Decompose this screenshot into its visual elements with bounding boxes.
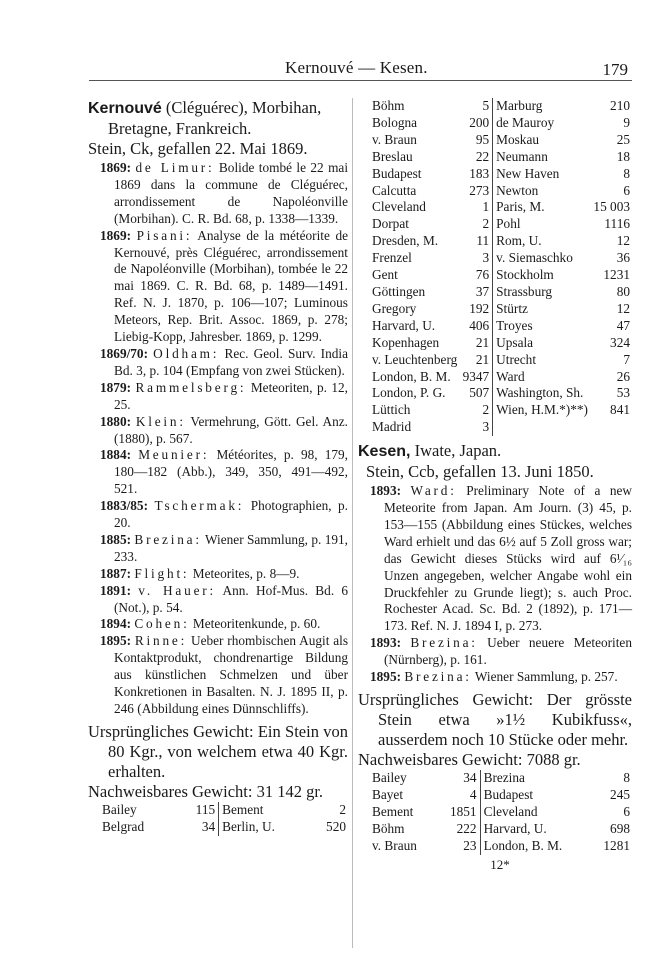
ref-author: Brezina: (410, 635, 478, 651)
collection-weight: 406 (461, 318, 492, 335)
collection-name: London, P. G. (372, 385, 446, 401)
original-weight: Ursprüngliches Gewicht: Der grösste Stein etwa »1½ Kubikfuss«, ausserdem noch 10 Stücke oder mehr. (358, 690, 632, 749)
ref-author: Oldham: (153, 345, 220, 361)
collection-name: Stürtz (496, 300, 528, 316)
ref-year: 1895: (100, 633, 132, 649)
collection-row (358, 787, 632, 804)
reference-item (358, 635, 632, 669)
collection-name: Berlin, U. (222, 818, 275, 834)
ref-year: 1883/85: (100, 498, 149, 514)
collection-name: Breslau (372, 148, 413, 164)
collection-name: Göttingen (372, 283, 426, 299)
ref-year: 1887: (100, 565, 132, 581)
column-divider (352, 98, 353, 948)
ref-text: Analyse de la météorite de Kernouvé, près Cléguérec, arrondissement de Napoléonville (Morbihan), tombée le 22 mai 1869. C. R. Bd. 68, p. 1489—1491. Ref. N. J. 1870, p. 106—107; Luminous Meteors, Rep. Brit. Assoc. 1869, p. 278; Liebig-Kopp, Jahresber. 1869, p. 1299. (114, 227, 349, 345)
collection-name: Troyes (496, 317, 533, 333)
ref-text: Ueber neuere Meteoriten (Nürnberg), p. 161. (384, 635, 632, 668)
collection-weight: 8 (623, 770, 630, 785)
ref-text: Meteorites, p. 8—9. (192, 565, 300, 581)
reference-list (88, 160, 348, 718)
collection-name: Gregory (372, 300, 417, 316)
collection-name: Neumann (496, 148, 548, 164)
collection-weight: 26 (616, 368, 630, 384)
entry-heading-kernouve (88, 98, 348, 139)
collection-weight: 34 (181, 819, 219, 836)
collection-weight: 5 (461, 98, 492, 115)
ref-year: 1885: (100, 531, 132, 547)
ref-text: Météorites, p. 98, 179, 180—182 (Abb.), 349, 350, 491—492, 521. (114, 447, 348, 497)
collection-name: Calcutta (372, 182, 417, 198)
collection-name: v. Braun (372, 837, 417, 853)
collection-name: Madrid (372, 419, 412, 435)
collection-row (358, 352, 632, 369)
collection-name: London, B. M. (372, 368, 451, 384)
collection-weight: 36 (616, 250, 630, 266)
collection-name: Frenzel (372, 250, 412, 266)
reference-item (88, 414, 348, 448)
collection-weight: 37 (461, 284, 492, 301)
entry-stein: Stein, Ck, gefallen 22. Mai 1869. (88, 139, 308, 158)
running-header (89, 58, 632, 81)
collection-weight: 1231 (603, 267, 630, 283)
ref-author: Brezina: (134, 531, 202, 547)
reference-item (88, 160, 348, 228)
collection-weight: 6 (623, 803, 630, 819)
collection-row (358, 369, 632, 386)
collection-weight: 7 (623, 351, 630, 367)
collection-name: Dresden, M. (372, 233, 439, 249)
collection-row (358, 318, 632, 335)
collection-weight: 53 (616, 385, 630, 401)
ref-author: Meunier: (138, 447, 210, 463)
collection-weight: 1 (461, 199, 492, 216)
page-number: 179 (602, 60, 628, 79)
collection-name: de Mauroy (496, 114, 555, 130)
collection-name: Moskau (496, 131, 540, 147)
collection-weight: 9 (623, 114, 630, 130)
collection-name: Bayet (372, 786, 404, 802)
collection-weight: 11 (461, 233, 492, 250)
collection-weight: 8 (623, 165, 630, 181)
collection-weight: 210 (610, 98, 630, 113)
reference-item (88, 346, 348, 380)
collection-weight: 23 (439, 838, 480, 855)
reference-list (358, 483, 632, 686)
collection-weight: 12 (616, 300, 630, 316)
ref-author: Cohen: (134, 616, 190, 632)
collection-name: Brezina (483, 770, 525, 785)
collection-row (358, 267, 632, 284)
reference-item (88, 566, 348, 583)
collection-weight: 21 (461, 352, 492, 369)
collection-weight: 2 (461, 216, 492, 233)
collection-weight: 80 (616, 283, 630, 299)
collection-name: Böhm (372, 820, 405, 836)
collection-weight: 192 (461, 301, 492, 318)
collection-name: v. Braun (372, 131, 417, 147)
ref-text: Meteoriten, p. 12, 25. (114, 379, 349, 412)
collection-weight: 18 (616, 148, 630, 164)
collection-row (358, 199, 632, 216)
collection-name: Bailey (372, 770, 407, 785)
ref-author: Tschermak: (154, 498, 245, 514)
collection-row (358, 98, 632, 115)
collection-name: Harvard, U. (483, 820, 547, 836)
ref-year: 1893: (370, 483, 402, 499)
collection-name: Bement (372, 803, 414, 819)
ref-author: Rinne: (134, 633, 188, 649)
collection-weight: 698 (610, 820, 630, 836)
collection-weight: 200 (461, 115, 492, 132)
reference-item (88, 616, 348, 633)
entry-locality: Iwate, Japan. (414, 441, 502, 461)
ref-year: 1869: (100, 227, 132, 243)
collection-name: Rom, U. (496, 233, 542, 249)
collection-row (358, 385, 632, 402)
collection-name: Lüttich (372, 402, 411, 418)
collection-name: Utrecht (496, 351, 537, 367)
collection-row (358, 335, 632, 352)
collection-weight: 1116 (604, 216, 630, 232)
ref-text: Ann. Hof-Mus. Bd. 6 (Not.), p. 54. (114, 582, 349, 615)
collection-name: London, B. M. (483, 837, 563, 853)
entry-name: Kernouvé (88, 100, 162, 117)
reference-item (88, 498, 348, 532)
collection-name: Paris, M. (496, 199, 545, 215)
collection-name: Pohl (496, 216, 521, 232)
collection-row (358, 804, 632, 821)
collection-weight: 183 (461, 166, 492, 183)
ref-year: 1891: (100, 582, 132, 598)
collection-name: Dorpat (372, 216, 409, 232)
collection-row (358, 770, 632, 787)
collection-weight: 2 (461, 402, 492, 419)
signature-mark: 12* (490, 856, 510, 872)
collection-row (358, 838, 632, 855)
collection-weight: 21 (461, 335, 492, 352)
reference-item (88, 447, 348, 498)
collection-weight: 47 (616, 317, 630, 333)
collection-weight: 1851 (439, 804, 480, 821)
reference-item (88, 532, 348, 566)
collection-weight (592, 419, 632, 436)
provable-weight: Nachweisbares Gewicht: 7088 gr. (358, 750, 581, 769)
entry-locality: (Cléguérec), Morbihan, Bretagne, Frankreich. (108, 98, 322, 138)
collection-row (358, 402, 632, 419)
ref-year: 1869: (100, 160, 132, 175)
collection-name: Wien, H.M.*)**) (496, 402, 588, 418)
collection-name (493, 419, 592, 436)
collection-name: Washington, Sh. (496, 385, 584, 401)
ref-year: 1895: (370, 669, 402, 685)
ref-author: Klein: (135, 413, 186, 429)
collection-row (358, 216, 632, 233)
header-title: Kernouvé — Kesen. (285, 58, 428, 77)
collection-weight: 245 (610, 786, 630, 802)
collection-weight: 9347 (461, 369, 492, 386)
collection-row (358, 284, 632, 301)
ref-year: 1894: (100, 616, 132, 632)
collection-name: Marburg (496, 98, 543, 113)
ref-text: Ueber rhombischen Augit als Kontaktprodukt, chondrenartige Bildung aus künstlichen Schmelzen und über Konkretionen in Basalten. N. J. 1895 II, p. 246 (Abbildung eines Dünnschliffs). (114, 633, 348, 716)
collection-table (358, 98, 632, 436)
collection-name: Bologna (372, 114, 418, 130)
collection-name: Gent (372, 267, 398, 283)
collection-weight: 1281 (603, 837, 630, 853)
right-column (358, 98, 632, 873)
collection-weight: 222 (439, 821, 480, 838)
collection-name: v. Leuchtenberg (372, 351, 458, 367)
ref-year: 1869/70: (100, 345, 149, 361)
collection-row (358, 166, 632, 183)
ref-author: Rammelsberg: (135, 379, 247, 395)
collection-weight: 3 (461, 419, 492, 436)
collection-row (358, 821, 632, 838)
ref-text: Vermehrung, Gött. Gel. Anz. (1880), p. 567. (114, 413, 348, 446)
collection-weight: 2 (339, 801, 346, 817)
original-weight: Ursprüngliches Gewicht: Ein Stein von 80 Kgr., von welchem etwa 40 Kgr. erhalten. (88, 721, 348, 781)
collection-name: Strassburg (496, 283, 553, 299)
collection-weight: 12 (616, 233, 630, 249)
ref-author: Brezina: (404, 669, 472, 685)
collection-name: Budapest (483, 786, 534, 802)
collection-row (358, 132, 632, 149)
ref-text: Photographien, p. 20. (114, 498, 349, 531)
collection-row (358, 233, 632, 250)
ref-year: 1879: (100, 379, 132, 395)
reference-item (358, 483, 632, 635)
collection-name: Böhm (372, 98, 405, 113)
collection-row (358, 419, 632, 436)
provable-weight: Nachweisbares Gewicht: 31 142 gr. (88, 781, 324, 801)
ref-text: Meteoritenkunde, p. 60. (192, 616, 321, 632)
collection-row (88, 802, 348, 819)
ref-text: Wiener Sammlung, p. 257. (474, 669, 618, 685)
collection-weight: 15 003 (593, 199, 630, 215)
collection-weight: 115 (181, 802, 219, 819)
ref-year: 1893: (370, 635, 402, 651)
collection-row (358, 183, 632, 200)
collection-weight: 95 (461, 132, 492, 149)
ref-author: Flight: (134, 565, 190, 581)
collection-name: Stockholm (496, 267, 554, 283)
ref-author: v. Hauer: (138, 582, 217, 598)
collection-weight: 4 (439, 787, 480, 804)
reference-item (358, 669, 632, 686)
ref-author: de Limur: (135, 160, 215, 175)
collection-row (358, 115, 632, 132)
collection-weight: 841 (610, 402, 630, 418)
collection-name: New Haven (496, 165, 560, 181)
collection-weight: 324 (610, 334, 630, 350)
ref-year: 1884: (100, 447, 132, 463)
collection-name: Harvard, U. (372, 317, 436, 333)
collection-name: Cleveland (372, 199, 426, 215)
reference-item (88, 633, 348, 718)
entry-name: Kesen, (358, 443, 411, 461)
left-column (88, 98, 348, 836)
collection-name: v. Siemaschko (496, 250, 573, 266)
entry-stein: Stein, Ccb, gefallen 13. Juni 1850. (366, 462, 594, 482)
collection-name: Upsala (496, 334, 534, 350)
collection-name: Cleveland (483, 803, 538, 819)
ref-text: Preliminary Note of a new Meteorite from Japan. Am Journ. (3) 45, p. 153—155 (Abbildung eines Stückes, welches Ward erhielt und das 6½ auf 5 Zoll gross war; das Gewicht dieses Stücks wird auf 6¹⁄₁₆ Unzen angegeben, welcher Angabe wohl ein Druckfehler zu Grunde liegt); s. auch Proc. Rochester Acad. Sc. Bd. 2 (1892), p. 171—173. Ref. N. J. 1894 I, p. 273. (384, 483, 633, 634)
collection-name: Bement (222, 801, 264, 817)
collection-weight: 273 (461, 183, 492, 200)
collection-weight: 507 (461, 385, 492, 402)
collection-name: Ward (496, 368, 525, 384)
collection-weight: 76 (461, 267, 492, 284)
ref-text: Wiener Sammlung, p. 191, 233. (114, 531, 348, 564)
collection-name: Budapest (372, 165, 422, 181)
ref-text: Bolide tombé le 22 mai 1869 dans la commune de Cléguérec, arrondissement de Napoléonville (Morbihan). C. R. Bd. 68, p. 1338—1339. (114, 160, 349, 226)
collection-name: Belgrad (102, 818, 145, 834)
collection-row (358, 301, 632, 318)
collection-row (358, 250, 632, 267)
collection-weight: 6 (623, 182, 630, 198)
collection-weight: 34 (439, 770, 480, 787)
collection-row (88, 819, 348, 836)
ref-author: Ward: (410, 483, 457, 499)
collection-weight: 3 (461, 250, 492, 267)
collection-name: Kopenhagen (372, 334, 440, 350)
collection-table (88, 802, 348, 836)
reference-item (88, 380, 348, 414)
ref-text: Rec. Geol. Surv. India Bd. 3, p. 104 (Empfang von zwei Stücken). (114, 345, 348, 378)
collection-table (358, 770, 632, 855)
collection-weight: 25 (616, 131, 630, 147)
collection-name: Newton (496, 182, 539, 198)
reference-item (88, 583, 348, 617)
reference-item (88, 228, 348, 346)
ref-year: 1880: (100, 413, 132, 429)
collection-name: Bailey (102, 801, 137, 817)
ref-author: Pisani: (136, 227, 193, 243)
collection-weight: 22 (461, 149, 492, 166)
entry-heading-kesen (358, 441, 632, 462)
collection-row (358, 149, 632, 166)
collection-weight: 520 (326, 818, 346, 834)
